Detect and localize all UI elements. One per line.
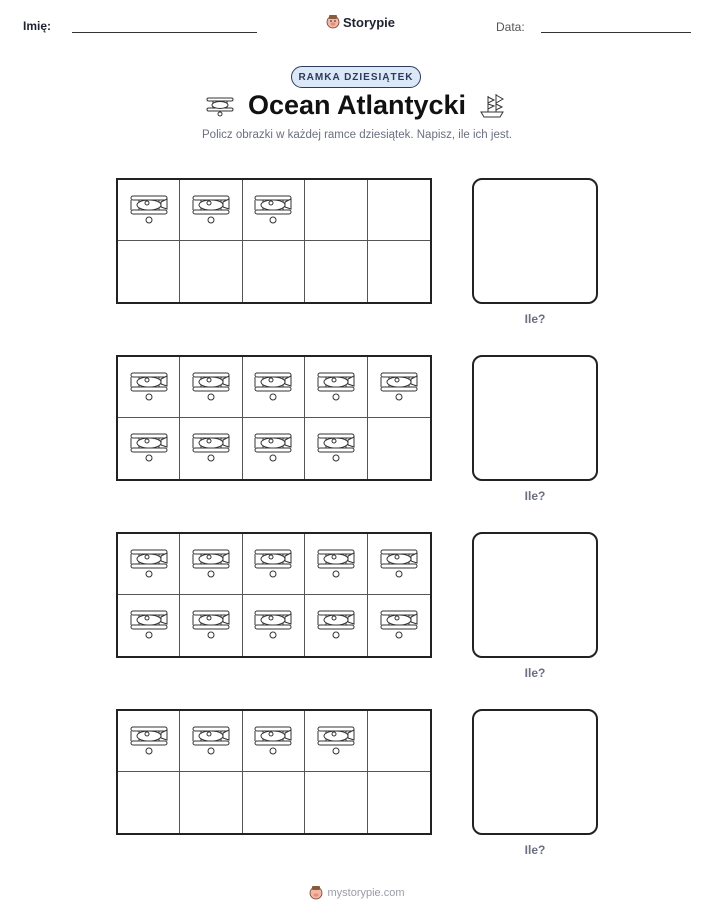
ten-frame-cell	[305, 241, 367, 302]
worksheet-header	[0, 0, 714, 50]
ten-frame-cell	[243, 418, 305, 479]
ten-frame-cell	[243, 180, 305, 241]
biplane-icon	[127, 605, 171, 646]
ten-frame-cell	[118, 180, 180, 241]
ten-frame-cell	[305, 180, 367, 241]
biplane-icon	[314, 428, 358, 469]
ten-frame-cell	[368, 180, 430, 241]
ten-frame-cell	[243, 772, 305, 833]
worksheet-type-badge: RAMKA DZIESIĄTEK	[291, 66, 421, 88]
ten-frame-cell	[243, 534, 305, 595]
biplane-icon	[189, 367, 233, 408]
ten-frame-cell	[368, 357, 430, 418]
name-label: Imię:	[23, 19, 52, 33]
ten-frame-cell	[305, 534, 367, 595]
ten-frame-cell	[305, 772, 367, 833]
sailing-ship-icon	[478, 92, 506, 120]
ten-frame-cell	[243, 357, 305, 418]
ten-frame-cell	[305, 711, 367, 772]
footer	[0, 885, 714, 901]
biplane-icon	[251, 367, 295, 408]
ten-frame-cell	[180, 534, 242, 595]
ten-frame-cell	[305, 357, 367, 418]
date-label: Data:	[496, 20, 525, 34]
answer-label: Ile?	[524, 843, 546, 857]
page-title: Ocean Atlantycki	[247, 90, 467, 120]
ten-frame-1	[116, 178, 432, 304]
ten-frame-cell	[368, 418, 430, 479]
ten-frame-cell	[118, 772, 180, 833]
biplane-icon	[314, 605, 358, 646]
ten-frame-cell	[180, 772, 242, 833]
ten-frame-cell	[118, 357, 180, 418]
ten-frame-cell	[368, 534, 430, 595]
ten-frame-cell	[180, 711, 242, 772]
biplane-icon	[251, 544, 295, 585]
ten-frame-cell	[368, 241, 430, 302]
biplane-icon	[189, 190, 233, 231]
biplane-icon	[377, 367, 421, 408]
brand-name: Storypie	[343, 14, 396, 30]
biplane-icon	[314, 544, 358, 585]
biplane-icon	[377, 605, 421, 646]
answer-label: Ile?	[524, 312, 546, 326]
biplane-icon	[314, 367, 358, 408]
biplane-icon	[251, 605, 295, 646]
biplane-icon	[251, 721, 295, 762]
biplane-icon	[251, 190, 295, 231]
ten-frame-cell	[243, 241, 305, 302]
biplane-icon	[189, 721, 233, 762]
ten-frame-4	[116, 709, 432, 835]
biplane-icon	[251, 428, 295, 469]
ten-frame-cell	[118, 534, 180, 595]
ten-frame-2	[116, 355, 432, 481]
ten-frame-cell	[180, 357, 242, 418]
biplane-icon	[189, 605, 233, 646]
ten-frame-cell	[118, 711, 180, 772]
ten-frame-cell	[180, 241, 242, 302]
biplane-icon	[377, 544, 421, 585]
ten-frame-cell	[180, 180, 242, 241]
footer-url: mystorypie.com	[327, 887, 405, 899]
biplane-icon	[127, 428, 171, 469]
ten-frame-cell	[118, 241, 180, 302]
pig-mascot-icon	[326, 14, 340, 30]
answer-box-2[interactable]	[472, 355, 598, 481]
biplane-icon	[314, 721, 358, 762]
biplane-icon	[189, 428, 233, 469]
instructions: Policz obrazki w każdej ramce dziesiątek. Napisz, ile ich jest.	[202, 129, 512, 141]
biplane-icon	[127, 544, 171, 585]
biplane-icon	[127, 367, 171, 408]
ten-frame-cell	[118, 595, 180, 656]
answer-box-1[interactable]	[472, 178, 598, 304]
ten-frame-cell	[243, 595, 305, 656]
pig-mascot-icon	[309, 885, 323, 901]
biplane-icon	[127, 190, 171, 231]
biplane-icon	[127, 721, 171, 762]
answer-label: Ile?	[524, 666, 546, 680]
ten-frame-cell	[180, 595, 242, 656]
ten-frame-cell	[243, 711, 305, 772]
answer-label: Ile?	[524, 489, 546, 503]
ten-frame-cell	[368, 595, 430, 656]
date-field[interactable]	[541, 32, 691, 33]
ten-frame-cell	[368, 772, 430, 833]
ten-frame-cell	[180, 418, 242, 479]
ten-frame-3	[116, 532, 432, 658]
brand-logo	[326, 14, 395, 30]
answer-box-4[interactable]	[472, 709, 598, 835]
ten-frame-cell	[305, 595, 367, 656]
answer-box-3[interactable]	[472, 532, 598, 658]
biplane-icon	[189, 544, 233, 585]
ten-frame-cell	[118, 418, 180, 479]
ten-frame-cell	[368, 711, 430, 772]
name-field[interactable]	[72, 32, 257, 33]
ten-frame-cell	[305, 418, 367, 479]
